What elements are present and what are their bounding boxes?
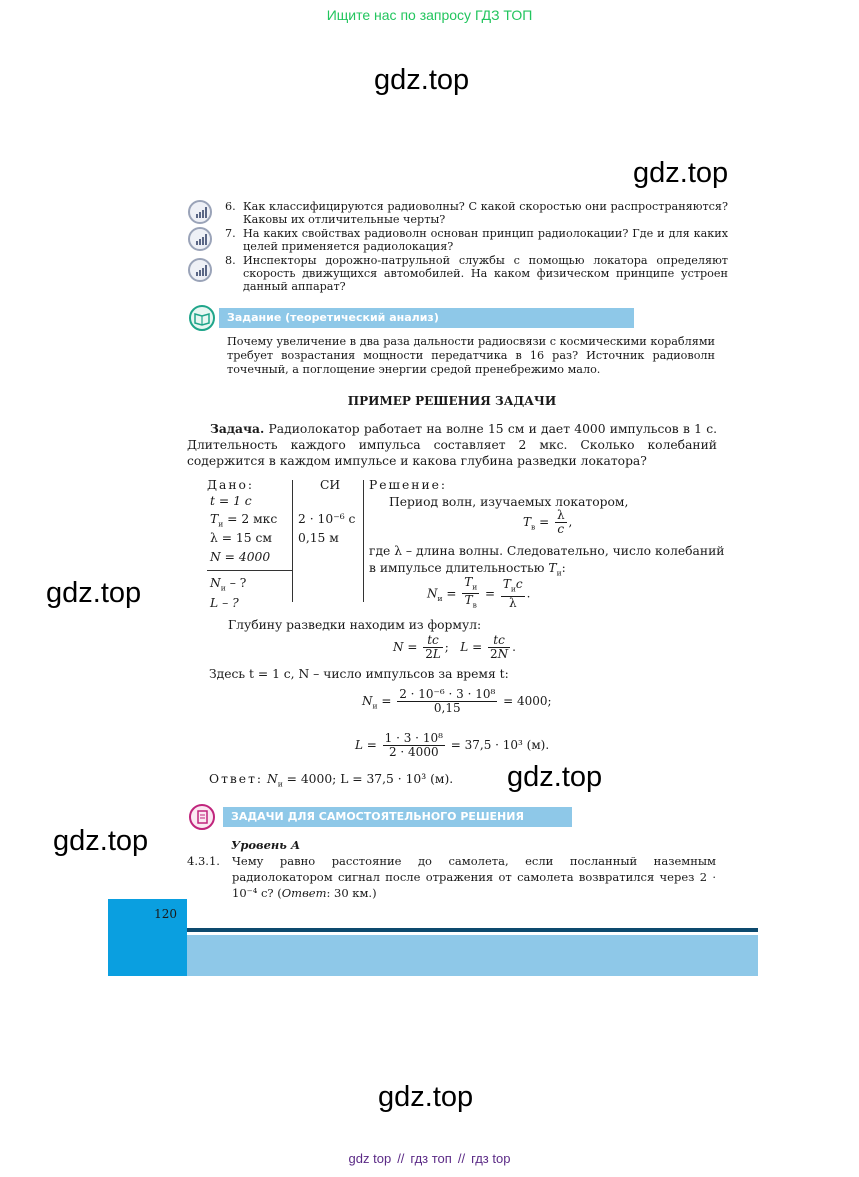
- solution-line-1: Период волн, изучаемых локатором,: [389, 495, 629, 509]
- problem-statement: [187, 421, 717, 469]
- watermark: gdz.top: [46, 577, 142, 609]
- watermark: gdz.top: [378, 1081, 474, 1113]
- si-divider: [363, 480, 364, 602]
- given-pulses: N = 4000: [210, 550, 271, 564]
- solution-line-4: Глубину разведки находим из формул:: [228, 618, 482, 632]
- example-title: ПРИМЕР РЕШЕНИЯ ЗАДАЧИ: [347, 394, 557, 408]
- question-text: Инспекторы дорожно-патрульной службы с помощью локатора определяют скорость движущихся автомобилей. На каком физическом принципе устроен данный аппарат?: [243, 254, 728, 293]
- problem-text: Радиолокатор работает на волне 15 см и дает 4000 импульсов в 1 с. Длительность каждого импульса составляет 2 мкс. Сколько колебаний содержится в каждом импульсе и какова глубина разведки локатора?: [187, 422, 717, 468]
- page-number: 120: [154, 907, 177, 921]
- question-8: [188, 254, 728, 296]
- period-formula: $T_в$ = $\frac{\lambda}{c}$ ,: [523, 508, 573, 536]
- watermark: gdz.top: [507, 761, 603, 793]
- si-pulse-duration: 2 · 10⁻⁶ с: [298, 512, 356, 526]
- bottom-link[interactable]: gdz top: [348, 1151, 392, 1166]
- bottom-link[interactable]: гдз top: [471, 1151, 511, 1166]
- given-pulse-duration: $T_и = 2$ мкс: [210, 512, 278, 529]
- given-time: t = 1 с: [210, 494, 252, 508]
- given-wavelength: λ = 15 см: [210, 531, 272, 545]
- notebook-icon: [189, 804, 215, 830]
- search-banner: Ищите нас по запросу ГДЗ ТОП: [326, 7, 533, 23]
- question-text: Как классифицируются радиоволны? С какой скоростью они распространяются? Каковы их отличительные черты?: [243, 200, 728, 226]
- problem-431-number: 4.3.1.: [187, 854, 220, 868]
- level-label: Уровень А: [231, 838, 301, 852]
- level-bars-icon: [188, 258, 212, 282]
- book-icon: [189, 305, 215, 331]
- level-bars-icon: [188, 227, 212, 251]
- footer-line: [187, 928, 758, 932]
- depth-formulas: N = $\frac{tc}{2L}$ ; L = $\frac{tc}{2N}$ .: [393, 633, 516, 661]
- self-solve-header: ЗАДАЧИ ДЛЯ САМОСТОЯТЕЛЬНОГО РЕШЕНИЯ: [223, 807, 572, 827]
- problem-431: Чему равно расстояние до самолета, если посланный наземным радиолокатором сигнал после отражения от самолета возвратился через 2 · 10⁻⁴ с? (Ответ: 30 км.): [232, 854, 716, 900]
- question-7: [188, 227, 728, 255]
- watermark: gdz.top: [633, 157, 729, 189]
- solution-line-5: Здесь t = 1 с, N – число импульсов за время t:: [209, 667, 509, 681]
- given-header: Дано:: [207, 478, 255, 492]
- answer: Ответ: $N_и = 4000$; L = 37,5 · 10³ (м).: [209, 772, 454, 789]
- separator: //: [397, 1151, 405, 1166]
- level-bars-icon: [188, 200, 212, 224]
- given-divider: [292, 480, 293, 602]
- find-depth: L – ?: [210, 596, 239, 610]
- solution-header: Решение:: [369, 478, 448, 492]
- question-6: [188, 200, 728, 228]
- calc-oscillations: $N_и$ = $\frac{\text{2 · 10⁻⁶ · 3 · 10⁸}}{0,15}$ = 4000;: [362, 687, 552, 715]
- si-header: СИ: [320, 478, 341, 492]
- question-number: 7.: [225, 227, 236, 240]
- bottom-links: [0, 1151, 859, 1166]
- problem-label: Задача.: [210, 421, 265, 436]
- find-oscillations: $N_и$ – ?: [210, 576, 247, 593]
- footer-band: [187, 935, 758, 976]
- solution-line-3: в импульсе длительностью $T_и$:: [369, 561, 566, 578]
- bottom-link[interactable]: гдз топ: [410, 1151, 452, 1166]
- task-header: Задание (теоретический анализ): [219, 308, 634, 328]
- separator: //: [457, 1151, 466, 1166]
- question-text: На каких свойствах радиоволн основан принцип радиолокации? Где и для каких целей применяется радиолокация?: [243, 227, 728, 253]
- solution-line-2: где λ – длина волны. Следовательно, число колебаний: [369, 544, 725, 558]
- si-wavelength: 0,15 м: [298, 531, 339, 545]
- question-number: 8.: [225, 254, 236, 267]
- given-underline: [207, 570, 293, 571]
- calc-depth: L = $\frac{\text{1 · 3 · 10⁸}}{2 \cdot 4000}$ = 37,5 · 10³ (м).: [355, 731, 550, 759]
- task-text: Почему увеличение в два раза дальности радиосвязи с космическими кораблями требует возрастания мощности передатчика в 16 раз? Источник радиоволн точечный, а поглощение энергии средой пренебрежимо мало.: [227, 335, 715, 376]
- watermark: gdz.top: [374, 64, 470, 96]
- oscillations-formula: $N_и$ = $\frac{T_и}{T_в}$ = $\frac{T_иc}{\lambda}$ .: [427, 575, 531, 610]
- watermark: gdz.top: [53, 825, 149, 857]
- question-number: 6.: [225, 200, 236, 213]
